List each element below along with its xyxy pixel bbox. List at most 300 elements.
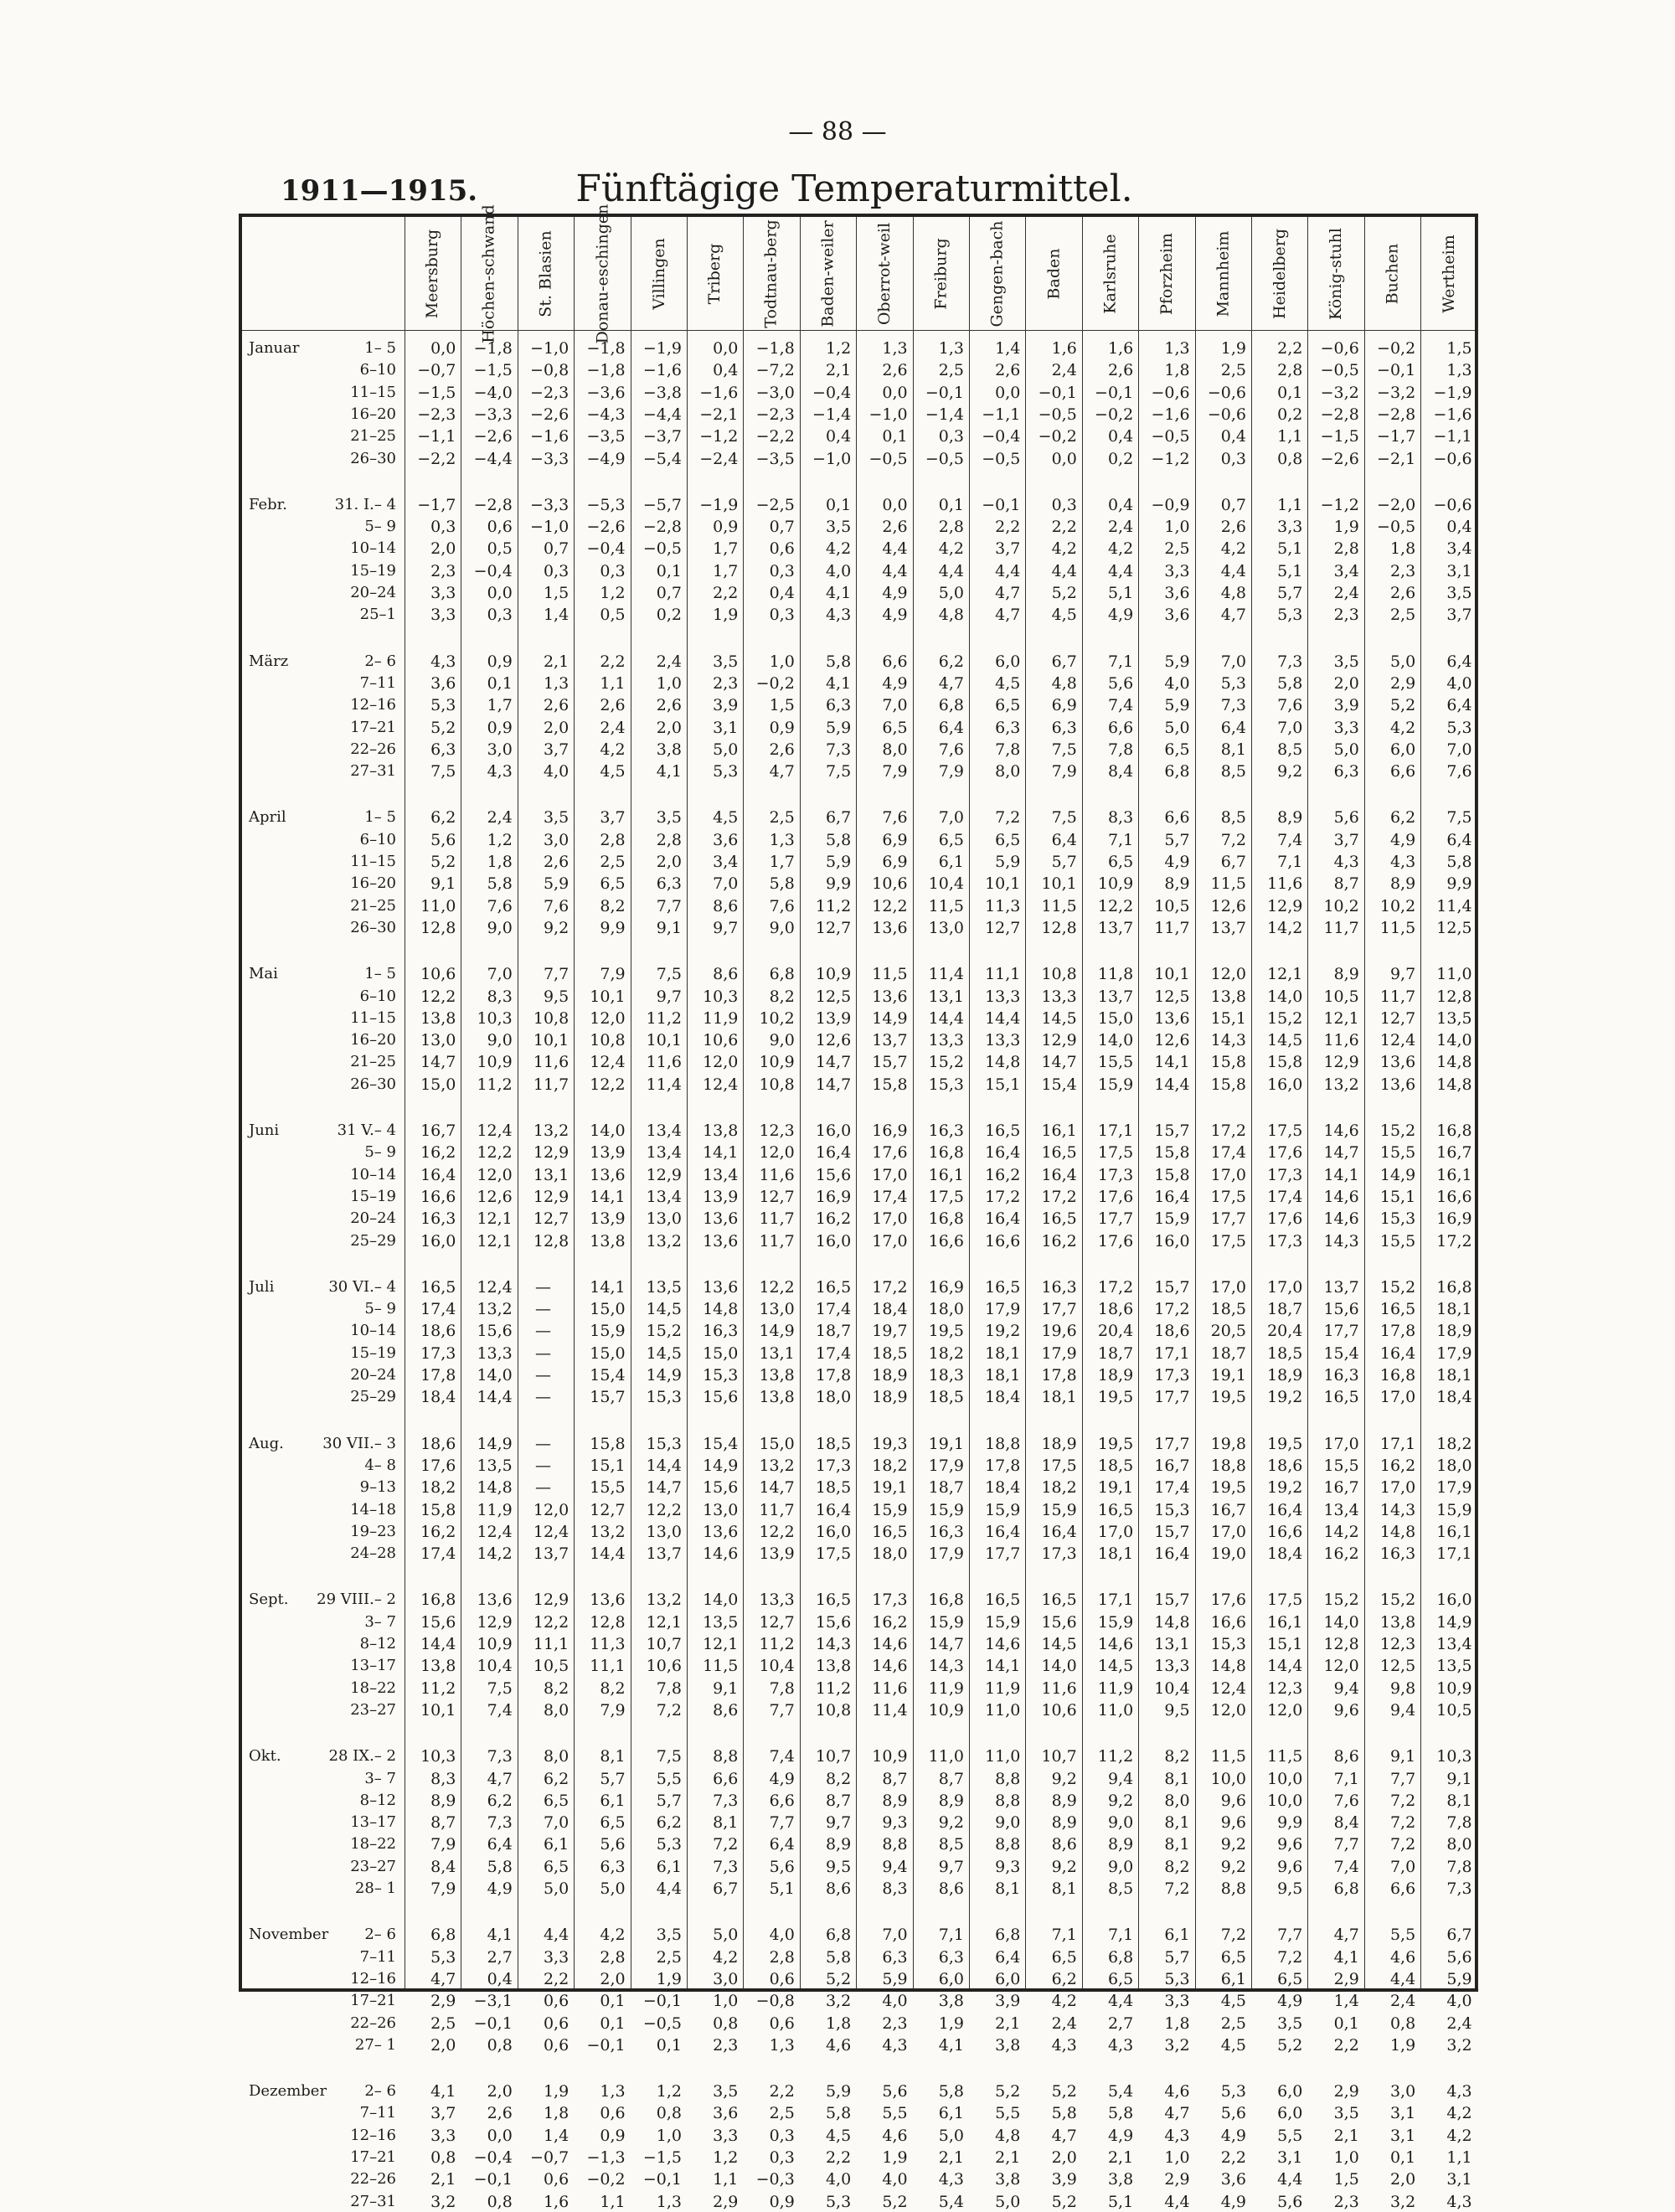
temperature-cell: 2,6 (1389, 584, 1416, 602)
temperature-cell: 20,5 (1210, 1322, 1246, 1341)
temperature-cell: 16,4 (1154, 1187, 1190, 1206)
temperature-cell: 4,2 (1107, 539, 1134, 559)
temperature-cell: 9,2 (1051, 1857, 1077, 1876)
temperature-cell: 4,4 (1389, 1969, 1416, 1988)
temperature-cell: 5,2 (1277, 2035, 1303, 2055)
temperature-cell: 19,1 (1210, 1366, 1246, 1384)
station-header (743, 219, 799, 328)
temperature-cell: 15,9 (928, 1500, 964, 1519)
date-range: 7–11 (359, 2104, 396, 2122)
temperature-cell: 1,6 (1107, 339, 1134, 358)
temperature-cell: 6,9 (1051, 696, 1077, 715)
temperature-cell: 0,1 (487, 673, 513, 693)
temperature-cell: 18,7 (1097, 1343, 1134, 1363)
temperature-cell: 4,5 (1220, 1992, 1246, 2011)
temperature-cell: 8,4 (430, 1857, 456, 1876)
temperature-cell: 9,7 (938, 1857, 964, 1876)
month-label: Januar (249, 339, 300, 357)
station-name: Karlsruhe (1100, 234, 1120, 314)
temperature-cell: 8,1 (1164, 1769, 1190, 1788)
temperature-cell: 13,6 (872, 918, 908, 937)
temperature-cell: 9,7 (1389, 965, 1416, 984)
date-range: 20–24 (350, 1366, 396, 1384)
temperature-cell: 8,2 (825, 1769, 852, 1788)
temperature-cell: 15,2 (928, 1053, 964, 1072)
station-header (1364, 224, 1420, 324)
temperature-cell: 6,2 (1389, 808, 1416, 828)
temperature-cell: 5,0 (1389, 652, 1416, 671)
temperature-cell: 1,3 (600, 2082, 626, 2101)
temperature-cell: 16,0 (420, 1231, 456, 1250)
month-label: Juni (249, 1121, 280, 1139)
temperature-cell: 12,5 (1154, 987, 1190, 1006)
temperature-cell: 2,6 (543, 696, 570, 715)
temperature-cell: −2,3 (755, 405, 795, 424)
temperature-cell: 13,4 (646, 1121, 682, 1140)
temperature-cell: — (534, 1366, 551, 1384)
station-name: Mannheim (1214, 230, 1233, 317)
temperature-cell: 14,6 (872, 1635, 908, 1653)
temperature-cell: 15,9 (1154, 1209, 1190, 1229)
temperature-cell: 13,4 (1323, 1500, 1359, 1519)
temperature-cell: 13,2 (646, 1231, 682, 1250)
temperature-cell: 15,4 (1323, 1343, 1359, 1363)
temperature-cell: 17,0 (1210, 1277, 1246, 1297)
temperature-cell: 1,9 (882, 2148, 908, 2167)
date-range: 14–18 (350, 1500, 396, 1518)
temperature-cell: 11,3 (985, 896, 1021, 915)
temperature-cell: 14,5 (1267, 1031, 1303, 1050)
temperature-cell: 13,7 (646, 1544, 682, 1564)
temperature-cell: −2,4 (699, 449, 739, 468)
temperature-cell: 17,7 (1097, 1209, 1134, 1229)
temperature-cell: 4,0 (882, 2170, 908, 2189)
temperature-cell: 17,8 (815, 1366, 852, 1384)
temperature-cell: 14,1 (985, 1657, 1021, 1676)
temperature-cell: 3,6 (713, 2104, 739, 2123)
temperature-cell: 6,8 (1107, 1947, 1134, 1967)
temperature-cell: 14,6 (1323, 1121, 1359, 1140)
temperature-cell: 14,0 (1041, 1657, 1077, 1676)
temperature-cell: 2,5 (1389, 606, 1416, 625)
temperature-cell: 14,8 (1154, 1612, 1190, 1632)
temperature-cell: 14,5 (646, 1343, 682, 1363)
temperature-cell: 2,0 (1333, 673, 1359, 693)
temperature-cell: 12,5 (815, 987, 852, 1006)
temperature-cell: 18,6 (1267, 1456, 1303, 1475)
temperature-cell: 14,2 (1323, 1522, 1359, 1541)
temperature-cell: 8,9 (1051, 1813, 1077, 1833)
temperature-cell: 8,9 (430, 1791, 456, 1810)
temperature-cell: 13,9 (590, 1143, 626, 1163)
temperature-cell: 17,0 (872, 1231, 908, 1250)
station-header (518, 224, 574, 324)
temperature-cell: 12,7 (759, 1187, 795, 1206)
temperature-cell: 3,3 (713, 2126, 739, 2145)
temperature-cell: 16,7 (1210, 1500, 1246, 1519)
temperature-cell: 15,3 (1154, 1500, 1190, 1519)
temperature-cell: 16,8 (1436, 1277, 1472, 1297)
temperature-cell: 8,6 (825, 1879, 852, 1898)
temperature-cell: 2,2 (1333, 2035, 1359, 2055)
temperature-cell: −2,3 (530, 383, 570, 402)
temperature-cell: 10,4 (1154, 1678, 1190, 1698)
temperature-cell: −1,6 (530, 427, 570, 446)
temperature-cell: 1,1 (600, 673, 626, 693)
temperature-cell: −0,7 (417, 361, 456, 380)
temperature-cell: 2,1 (995, 2013, 1021, 2033)
temperature-cell: 7,8 (1446, 1857, 1472, 1876)
temperature-cell: 4,2 (1051, 539, 1077, 559)
temperature-cell: 16,5 (985, 1277, 1021, 1297)
temperature-cell: 4,2 (1446, 2104, 1472, 2123)
date-range: 17–21 (350, 2148, 396, 2166)
temperature-cell: −0,5 (642, 539, 682, 559)
temperature-cell: 12,3 (1379, 1635, 1416, 1653)
temperature-cell: 9,0 (769, 918, 795, 937)
month-label: Mai (249, 965, 278, 983)
temperature-cell: 2,3 (713, 2035, 739, 2055)
date-range: 23–27 (350, 1700, 396, 1719)
temperature-cell: 11,7 (1323, 918, 1359, 937)
temperature-cell: 11,9 (928, 1678, 964, 1698)
temperature-cell: 13,6 (703, 1231, 739, 1250)
temperature-cell: 5,2 (1051, 2192, 1077, 2211)
temperature-cell: 6,5 (543, 1791, 570, 1810)
temperature-cell: 17,5 (1267, 1591, 1303, 1610)
temperature-cell: 0,6 (543, 2170, 570, 2189)
temperature-cell: 14,6 (1323, 1209, 1359, 1229)
temperature-cell: 15,6 (703, 1478, 739, 1498)
temperature-cell: −3,0 (755, 383, 795, 402)
temperature-cell: 13,9 (703, 1187, 739, 1206)
temperature-cell: −0,1 (642, 2170, 682, 2189)
temperature-cell: 3,3 (1277, 518, 1303, 537)
temperature-cell: 0,3 (769, 606, 795, 625)
temperature-cell: 16,9 (928, 1277, 964, 1297)
temperature-cell: 18,7 (928, 1478, 964, 1498)
temperature-cell: 18,9 (872, 1388, 908, 1407)
temperature-cell: 15,6 (815, 1612, 852, 1632)
temperature-cell: 10,1 (533, 1031, 570, 1050)
temperature-cell: 16,9 (1436, 1209, 1472, 1229)
temperature-cell: 15,2 (1379, 1277, 1416, 1297)
temperature-cell: 6,6 (713, 1769, 739, 1788)
temperature-cell: 17,5 (815, 1544, 852, 1564)
temperature-cell: −3,6 (586, 383, 626, 402)
date-range: 1– 5 (364, 808, 396, 827)
temperature-cell: 17,3 (1097, 1165, 1134, 1184)
temperature-cell: 3,9 (1051, 2170, 1077, 2189)
temperature-cell: 3,0 (543, 830, 570, 849)
temperature-cell: 3,8 (1107, 2170, 1134, 2189)
date-range: 15–19 (350, 1187, 396, 1205)
temperature-cell: 4,4 (882, 539, 908, 559)
temperature-cell: 18,4 (1436, 1388, 1472, 1407)
temperature-cell: 18,1 (985, 1366, 1021, 1384)
temperature-cell: 17,5 (1267, 1121, 1303, 1140)
temperature-cell: 0,2 (1107, 449, 1134, 468)
temperature-cell: 0,4 (769, 584, 795, 602)
temperature-cell: 8,3 (1107, 808, 1134, 828)
temperature-cell: 15,5 (590, 1478, 626, 1498)
temperature-cell: 14,0 (1097, 1031, 1134, 1050)
temperature-cell: 5,5 (882, 2104, 908, 2123)
temperature-cell: 3,2 (1389, 2192, 1416, 2211)
temperature-cell: 5,6 (1333, 808, 1359, 828)
temperature-cell: 10,8 (533, 1008, 570, 1028)
temperature-cell: 4,9 (769, 1769, 795, 1788)
temperature-cell: 11,0 (420, 896, 456, 915)
temperature-cell: 10,3 (1436, 1747, 1472, 1766)
temperature-cell: 16,2 (420, 1522, 456, 1541)
temperature-cell: 0,3 (769, 561, 795, 580)
temperature-cell: 1,8 (825, 2013, 852, 2033)
temperature-cell: 18,1 (1041, 1388, 1077, 1407)
temperature-cell: 12,8 (1041, 918, 1077, 937)
temperature-cell: 8,5 (1277, 740, 1303, 759)
temperature-cell: 4,1 (656, 762, 682, 781)
temperature-cell: 3,6 (1164, 606, 1190, 625)
temperature-cell: 9,1 (713, 1678, 739, 1698)
temperature-cell: 6,2 (487, 1791, 513, 1810)
temperature-cell: 16,2 (815, 1209, 852, 1229)
temperature-cell: 6,7 (1446, 1926, 1472, 1945)
temperature-cell: 11,7 (1154, 918, 1190, 937)
temperature-cell: 8,1 (995, 1879, 1021, 1898)
temperature-cell: 5,9 (825, 853, 852, 871)
temperature-cell: 0,3 (1220, 449, 1246, 468)
temperature-cell: 13,5 (703, 1612, 739, 1632)
temperature-cell: −0,5 (1038, 405, 1077, 424)
temperature-cell: 2,8 (600, 830, 626, 849)
temperature-cell: 7,6 (543, 896, 570, 915)
temperature-cell: 15,9 (872, 1500, 908, 1519)
temperature-cell: 4,7 (769, 762, 795, 781)
temperature-cell: 17,6 (1210, 1591, 1246, 1610)
temperature-cell: 0,7 (543, 539, 570, 559)
temperature-cell: 5,5 (1389, 1926, 1416, 1945)
temperature-cell: 4,9 (1220, 2126, 1246, 2145)
temperature-cell: 3,7 (995, 539, 1021, 559)
temperature-cell: −0,4 (473, 561, 513, 580)
column-divider (1420, 217, 1421, 1988)
temperature-cell: −1,9 (642, 339, 682, 358)
date-range: 21–25 (350, 1053, 396, 1071)
temperature-cell: 5,7 (1277, 584, 1303, 602)
temperature-cell: 5,1 (1277, 539, 1303, 559)
temperature-cell: 4,9 (1164, 853, 1190, 871)
temperature-cell: 6,3 (882, 1947, 908, 1967)
temperature-cell: 19,5 (1097, 1434, 1134, 1453)
temperature-cell: 10,5 (1154, 896, 1190, 915)
temperature-cell: 2,9 (713, 2192, 739, 2211)
page-number: — 88 — (788, 117, 887, 147)
temperature-cell: 7,2 (1277, 1947, 1303, 1967)
date-range: 8–12 (359, 1635, 396, 1653)
temperature-cell: −0,4 (473, 2148, 513, 2167)
temperature-cell: 13,7 (872, 1031, 908, 1050)
temperature-cell: 4,0 (882, 1992, 908, 2011)
temperature-cell: 6,2 (1051, 1969, 1077, 1988)
temperature-cell: 16,3 (1041, 1277, 1077, 1297)
temperature-cell: 13,4 (1436, 1635, 1472, 1653)
temperature-cell: 16,2 (1379, 1456, 1416, 1475)
temperature-cell: 0,6 (487, 518, 513, 537)
temperature-cell: 0,6 (543, 1992, 570, 2011)
temperature-cell: 8,8 (713, 1747, 739, 1766)
temperature-cell: 12,8 (590, 1612, 626, 1632)
temperature-cell: 0,8 (430, 2148, 456, 2167)
temperature-cell: 13,6 (1379, 1053, 1416, 1072)
temperature-cell: 14,7 (1041, 1053, 1077, 1072)
temperature-cell: −0,6 (1433, 495, 1472, 514)
temperature-cell: 5,7 (1051, 853, 1077, 871)
temperature-cell: 3,5 (1333, 2104, 1359, 2123)
temperature-cell: 10,8 (815, 1700, 852, 1720)
temperature-cell: 12,2 (646, 1500, 682, 1519)
temperature-cell: 6,2 (430, 808, 456, 828)
temperature-cell: 9,1 (430, 874, 456, 894)
temperature-cell: 4,3 (1164, 2126, 1190, 2145)
temperature-cell: 17,4 (1267, 1187, 1303, 1206)
temperature-cell: 4,8 (1220, 584, 1246, 602)
temperature-cell: 6,8 (995, 1926, 1021, 1945)
station-header (1195, 224, 1251, 324)
temperature-cell: 18,2 (872, 1456, 908, 1475)
temperature-cell: 14,7 (1323, 1143, 1359, 1163)
temperature-cell: — (534, 1456, 551, 1475)
temperature-cell: 0,4 (1220, 427, 1246, 446)
temperature-cell: 13,9 (590, 1209, 626, 1229)
temperature-cell: 17,1 (1436, 1544, 1472, 1564)
temperature-cell: −0,1 (925, 383, 964, 402)
temperature-cell: 3,2 (430, 2192, 456, 2211)
temperature-cell: 2,8 (1277, 361, 1303, 380)
temperature-cell: 5,5 (995, 2104, 1021, 2123)
temperature-cell: 1,0 (656, 2126, 682, 2145)
temperature-cell: 19,2 (1267, 1478, 1303, 1498)
temperature-cell: 8,1 (600, 1747, 626, 1766)
date-range: 15–19 (350, 561, 396, 580)
temperature-cell: 18,5 (815, 1434, 852, 1453)
temperature-cell: −1,8 (586, 361, 626, 380)
temperature-cell: 7,0 (938, 808, 964, 828)
temperature-cell: 0,3 (1051, 495, 1077, 514)
temperature-cell: 0,1 (656, 2035, 682, 2055)
temperature-cell: 6,5 (1107, 1969, 1134, 1988)
temperature-cell: 9,6 (1277, 1835, 1303, 1854)
temperature-cell: −1,0 (868, 405, 908, 424)
temperature-cell: 4,4 (882, 561, 908, 580)
temperature-cell: 2,4 (600, 718, 626, 737)
temperature-cell: 17,8 (1041, 1366, 1077, 1384)
temperature-cell: 18,5 (815, 1478, 852, 1498)
temperature-cell: −1,5 (473, 361, 513, 380)
temperature-cell: 4,0 (825, 2170, 852, 2189)
date-range: 27–31 (350, 762, 396, 781)
temperature-cell: 12,9 (1267, 896, 1303, 915)
temperature-cell: 0,9 (600, 2126, 626, 2145)
temperature-cell: 13,7 (533, 1544, 570, 1564)
temperature-cell: −2,8 (1320, 405, 1359, 424)
temperature-cell: −1,4 (812, 405, 852, 424)
temperature-cell: 12,6 (477, 1187, 513, 1206)
station-header (631, 224, 687, 324)
temperature-cell: 6,8 (938, 696, 964, 715)
temperature-cell: 0,3 (600, 561, 626, 580)
temperature-cell: −0,1 (1095, 383, 1134, 402)
temperature-cell: 17,3 (1267, 1165, 1303, 1184)
temperature-cell: 3,1 (1446, 2170, 1472, 2189)
temperature-cell: 5,9 (1164, 696, 1190, 715)
temperature-cell: 9,9 (1446, 874, 1472, 894)
temperature-cell: 17,5 (928, 1187, 964, 1206)
temperature-cell: 12,2 (759, 1277, 795, 1297)
temperature-cell: 5,0 (995, 2192, 1021, 2211)
temperature-cell: 14,3 (928, 1657, 964, 1676)
temperature-cell: 11,5 (872, 965, 908, 984)
temperature-cell: 4,4 (656, 1879, 682, 1898)
temperature-cell: 8,7 (882, 1769, 908, 1788)
date-range: 11–15 (350, 383, 396, 401)
temperature-cell: 5,8 (825, 2104, 852, 2123)
temperature-cell: 19,0 (1210, 1544, 1246, 1564)
date-range: 11–15 (350, 1008, 396, 1027)
temperature-cell: 4,7 (938, 673, 964, 693)
temperature-cell: 9,0 (769, 1031, 795, 1050)
temperature-cell: −0,8 (755, 1992, 795, 2011)
temperature-cell: 2,9 (430, 1992, 456, 2011)
temperature-cell: 14,9 (646, 1366, 682, 1384)
temperature-cell: 12,0 (1210, 1700, 1246, 1720)
temperature-cell: 3,6 (430, 673, 456, 693)
temperature-cell: 6,7 (1220, 853, 1246, 871)
temperature-cell: 17,4 (420, 1544, 456, 1564)
temperature-cell: 15,3 (1210, 1635, 1246, 1653)
temperature-cell: 9,0 (1107, 1857, 1134, 1876)
temperature-cell: 7,1 (938, 1926, 964, 1945)
temperature-cell: 4,4 (938, 561, 964, 580)
temperature-cell: 12,0 (1210, 965, 1246, 984)
date-range: 16–20 (350, 405, 396, 423)
temperature-cell: 15,9 (590, 1322, 626, 1341)
temperature-cell: 7,6 (1333, 1791, 1359, 1810)
temperature-cell: 15,6 (477, 1322, 513, 1341)
temperature-cell: 18,9 (1436, 1322, 1472, 1341)
temperature-cell: 12,4 (477, 1277, 513, 1297)
temperature-cell: 16,0 (1267, 1075, 1303, 1094)
date-range: 5– 9 (364, 518, 396, 536)
temperature-cell: 16,8 (928, 1591, 964, 1610)
temperature-cell: 12,4 (477, 1121, 513, 1140)
temperature-cell: 12,1 (1267, 965, 1303, 984)
temperature-cell: 17,9 (1041, 1343, 1077, 1363)
temperature-cell: 3,1 (1389, 2126, 1416, 2145)
temperature-cell: 13,8 (815, 1657, 852, 1676)
column-divider (1138, 217, 1139, 1988)
station-name: Villingen (649, 238, 668, 310)
temperature-cell: 2,4 (656, 652, 682, 671)
temperature-cell: 19,1 (1097, 1478, 1134, 1498)
temperature-cell: 15,7 (590, 1388, 626, 1407)
temperature-cell: 17,0 (872, 1165, 908, 1184)
temperature-cell: 5,1 (1277, 561, 1303, 580)
station-name: König-stuhl (1327, 228, 1346, 320)
temperature-cell: 11,7 (759, 1231, 795, 1250)
temperature-cell: 18,4 (985, 1478, 1021, 1498)
temperature-cell: 16,2 (985, 1165, 1021, 1184)
